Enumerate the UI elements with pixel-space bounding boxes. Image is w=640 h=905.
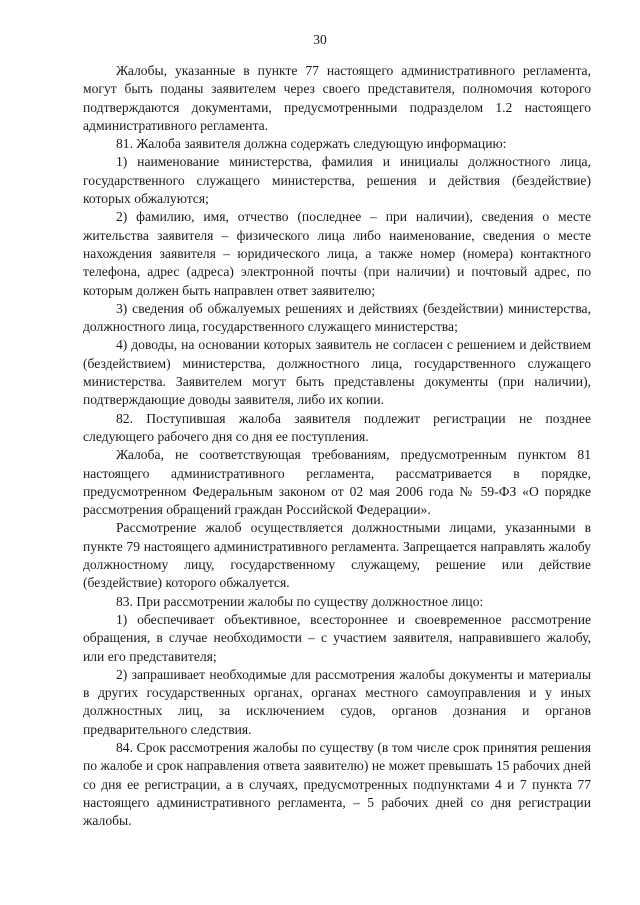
- paragraph-81-item-2: 2) фамилию, имя, отчество (последнее – при наличии), сведения о месте жительства заявителя – физического лица либо наименование, сведения о месте нахождения заявителя – юридического лица, а также номер (номера) контактного телефона, адрес (адреса) электронной почты (при наличии) и почтовый адрес, по которым должен быть направлен ответ заявителю;: [83, 209, 591, 298]
- page-number: 30: [313, 32, 327, 47]
- paragraph-complaint-review: Рассмотрение жалоб осуществляется должностными лицами, указанными в пункте 79 настоящего административного регламента. Запрещается направлять жалобу должностному лицу, государственному служащему, решение или действие (бездействие) которого обжалуется.: [83, 520, 591, 591]
- paragraph-81-complaint-content: 81. Жалоба заявителя должна содержать следующую информацию:: [116, 136, 507, 152]
- paragraph-81-item-3: 3) сведения об обжалуемых решениях и действиях (бездействии) министерства, должностного лица, государственного служащего министерства;: [83, 300, 591, 335]
- paragraph-84-review-term: 84. Срок рассмотрения жалобы по существу (в том числе срок принятия решения по жалобе и срок направления ответа заявителю) не может превышать 15 рабочих дней со дня ее регистрации, а в случаях, предусмотренных подпунктами 4 и 7 пункта 77 настоящего административного регламента, – 5 рабочих дней со дня регистрации жалобы.: [83, 739, 591, 829]
- paragraph-82-registration: 82. Поступившая жалоба заявителя подлежит регистрации не позднее следующего рабочего дня со дня ее поступления.: [83, 410, 591, 444]
- paragraph-81-item-4: 4) доводы, на основании которых заявитель не согласен с решением и действием (бездействием) министерства, должностного лица, государственного служащего министерства. Заявителем могут быть представлены документы (при наличии), подтверждающие доводы заявителя, либо их копии.: [83, 337, 591, 408]
- paragraph-noncompliant-complaint: Жалоба, не соответствующая требованиям, предусмотренным пунктом 81 настоящего административного регламента, рассматривается в порядке, предусмотренном Федеральным законом от 02 мая 2006 года № 59-ФЗ «О порядке рассмотрения обращений граждан Российской Федерации».: [83, 447, 591, 518]
- paragraph-83-item-1: 1) обеспечивает объективное, всестороннее и своевременное рассмотрение обращения, в случае необходимости – с участием заявителя, направившего жалобу, или его представителя;: [83, 611, 591, 664]
- paragraph-representative-complaints: Жалобы, указанные в пункте 77 настоящего административного регламента, могут быть поданы заявителем через своего представителя, полномочия которого подтверждаются документами, предусмотренными подразделом 1.2 настоящего административного регламента.: [83, 63, 591, 133]
- paragraph-83-official-duties: 83. При рассмотрении жалобы по существу должностное лицо:: [116, 593, 484, 609]
- document-body: [83, 62, 591, 830]
- paragraph-83-item-2: 2) запрашивает необходимые для рассмотрения жалобы документы и материалы в других государственных органах, органах местного самоуправления и у иных должностных лиц, за исключением судов, органов дознания и органов предварительного следствия.: [83, 666, 591, 737]
- paragraph-81-item-1: 1) наименование министерства, фамилия и инициалы должностного лица, государственного служащего министерства, решения и действия (бездействие) которых обжалуются;: [83, 154, 591, 207]
